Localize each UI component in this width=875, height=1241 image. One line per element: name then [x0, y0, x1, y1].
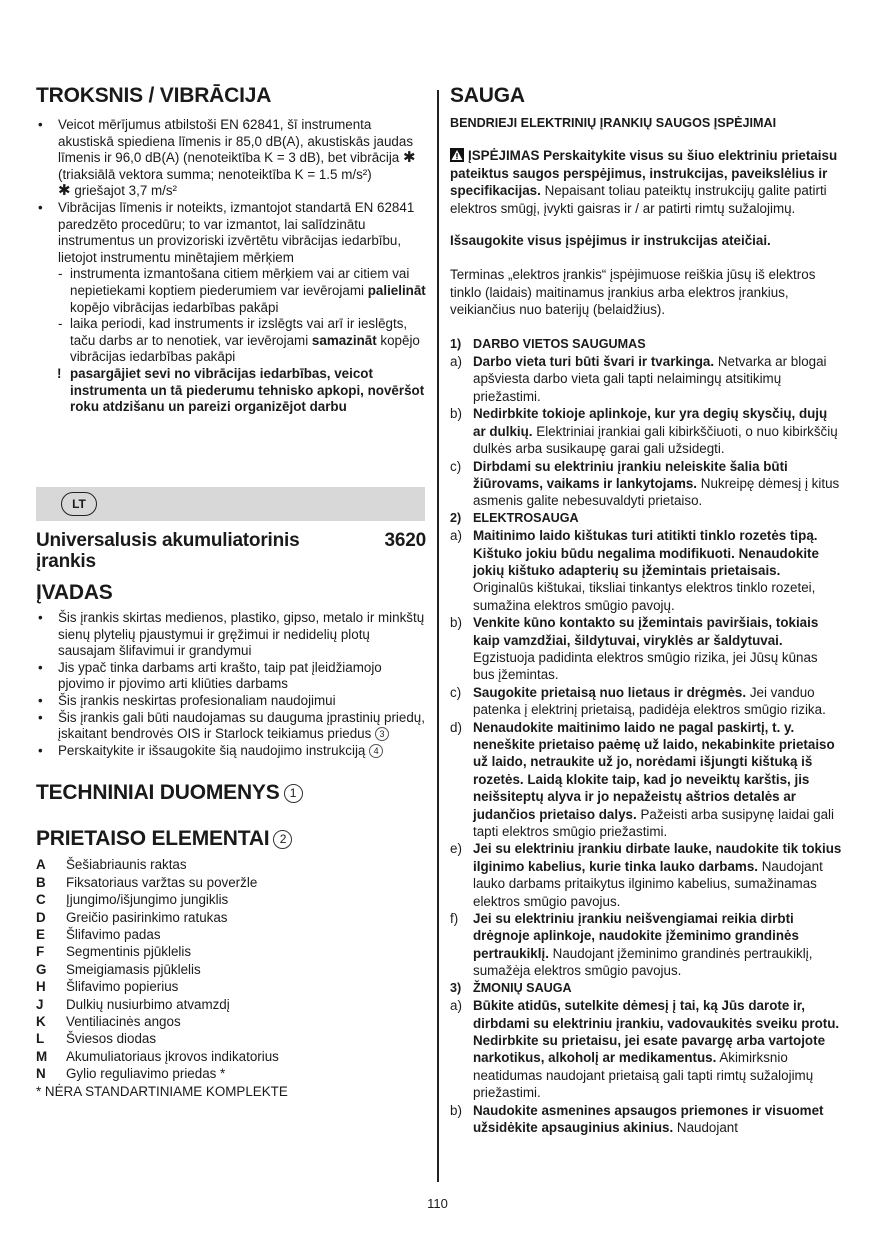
element-row [36, 1013, 426, 1030]
element-key: F [36, 944, 45, 960]
figure-ref-2: 2 [273, 830, 292, 849]
item-1b: b) Nedirbkite tokioje aplinkoje, kur yra degių skysčių, dujų ar dulkių. Elektriniai įrankiai gali kibirkščiuoti, o nuo kibirkščių dulkės arba susikaupę garai gali užsidegti. [450, 406, 838, 457]
element-label: Ventiliacinės angos [66, 1014, 181, 1029]
elements-list [36, 856, 426, 1082]
noise-warning: ! pasargājiet sevi no vibrācijas iedarbības, veicot instrumenta un tā piederumu tehnisko apkopi, novēršot roku atdzišanu un pareizi organizējot darbu [57, 365, 425, 415]
noise-bullet-1: • Veicot mērījumus atbilstoši EN 62841, šī instrumenta akustiskā spiediena līmenis ir 85,0 dB(A), akustiskās jaudas līmenis ir 96,0 dB(A) (nenoteiktība K = 3 dB), bet vibrācija ✱ (triaksiālā vektora summa; nenoteiktība K = 1.5 m/s²) [36, 117, 426, 183]
section-2-heading: 2) ELEKTROSAUGA [450, 510, 579, 525]
element-row [36, 943, 426, 960]
item-2d: d) Nenaudokite maitinimo laido ne pagal paskirtį, t. y. neneškite prietaiso paėmę už laido, nekabinkite prietaiso už laido, netraukite už jo, norėdami išjungti kištuką iš rozetės. Laidą klokite taip, kad jo neveiktų karštis, jis neišsiteptų alyva ir jo nepažeistų aštrios detalės ar judančios prietaiso dalys. Pažeisti arba susipynę laidai gali tapti elektros smūgio priežastimi. [450, 719, 835, 840]
intro-section [36, 610, 426, 759]
page-number: 110 [427, 1196, 448, 1211]
item-2c: c) Saugokite prietaisą nuo lietaus ir drėgmės. Jei vanduo patenka į elektrinį prietaisą, padidėja elektros smūgio rizika. [450, 684, 826, 718]
elements-note: * NĖRA STANDARTINIAME KOMPLEKTE [36, 1083, 288, 1099]
element-key: A [36, 857, 46, 873]
figure-ref-4: 4 [369, 744, 383, 758]
item-1a: a) Darbo vieta turi būti švari ir tvarkinga. Netvarka ar blogai apšviesta darbo vieta gali tapti nelaimingų atsitikimų priežastimi. [450, 354, 827, 404]
element-key: J [36, 996, 44, 1012]
element-key: H [36, 979, 46, 995]
element-row [36, 891, 426, 908]
element-key: E [36, 926, 45, 942]
general-warnings-title: BENDRIEJI ELEKTRINIŲ ĮRANKIŲ SAUGOS ĮSPĖJIMAI [450, 116, 777, 130]
item-2e: e) Jei su elektriniu įrankiu dirbate lauke, naudokite tik tokius ilginimo kabelius, kurie tinka lauko darbams. Naudojant lauko darbams pritaikytus ilginimo kabelius, sumažinamas elektros smūgio pavojus. [450, 841, 842, 909]
term-definition: Terminas „elektros įrankis“ įspėjimuose reiškia jūsų iš elektros tinklo (laidais) maitinamus įrankius arba elektros įrankius, veikiančius nuo baterijų (belaidžius). [450, 267, 816, 318]
noise-title: TROKSNIS / VIBRĀCIJA [36, 84, 272, 107]
item-1c: c) Dirbdami su elektriniu įrankiu neleiskite šalia būti žiūrovams, vaikams ir lankytojams. Nukreipę dėmesį į kitus asmenis galite nebesuvaldyti prietaiso. [450, 458, 840, 509]
element-label: Segmentinis pjūklelis [66, 944, 192, 960]
noise-bullet-1-sub: ✱ griešajot 3,7 m/s² [58, 182, 178, 200]
figure-ref-1: 1 [284, 784, 303, 803]
left-column-lower [36, 530, 426, 1100]
element-label: Akumuliatoriaus įkrovos indikatorius [66, 1048, 279, 1064]
item-2b: b) Venkite kūno kontakto su įžemintais paviršiais, tokiais kaip vamzdžiai, šildytuvai, viryklės ar šaldytuvai. Egzistuoja padidinta elektros smūgio rizika, jei Jūsų kūnas bus įžemintas. [450, 615, 819, 683]
element-row [36, 1030, 426, 1047]
intro-bullet-5: • Perskaitykite ir išsaugokite šią naudojimo instrukciją 4 [36, 743, 426, 760]
language-badge: LT [61, 492, 97, 516]
element-key: C [36, 892, 46, 908]
figure-ref-3: 3 [375, 727, 389, 741]
element-label: Šlifavimo popierius [66, 979, 179, 995]
noise-dash-2: - laika periodi, kad instruments ir izslēgts vai arī ir ieslēgts, taču darbs ar to nenotiek, var ievērojami samazināt kopējo vibrācijas iedarbības pakāpi [58, 316, 420, 365]
element-label: Šešiabriaunis raktas [66, 857, 187, 873]
intro-title: ĮVADAS [36, 581, 113, 604]
noise-section [36, 117, 426, 416]
item-3a: a) Būkite atidūs, sutelkite dėmesį į tai, ką Jūs darote ir, dirbdami su elektriniu įrankiu, vadovaukitės sveiku protu. Nedirbkite su prietaisu, jei esate pavargę arba vartojote narkotikus, alkoholį ar medikamentus. Akimirksnio neatidumas naudojant prietaisą gali tapti rimtų sužalojimų priežastimi. [450, 998, 840, 1101]
warning-triangle-icon [450, 148, 464, 162]
element-label: Gylio reguliavimo priedas * [66, 1066, 226, 1082]
element-label: Dulkių nusiurbimo atvamzdį [66, 996, 230, 1012]
element-row [36, 874, 426, 891]
element-key: G [36, 961, 47, 977]
element-label: Greičio pasirinkimo ratukas [66, 909, 228, 925]
right-column [450, 84, 842, 1136]
element-label: Įjungimo/išjungimo jungiklis [66, 892, 229, 908]
safety-title: SAUGA [450, 84, 525, 107]
intro-bullet-2: • Jis ypač tinka darbams arti krašto, taip pat įleidžiamojo pjovimo ir pjovimo arti kliūties darbams [36, 660, 426, 693]
item-3b: b) Naudokite asmenines apsaugos priemones ir visuomet užsidėkite apsauginius akinius. Naudojant [450, 1102, 824, 1135]
intro-bullet-3: • Šis įrankis neskirtas profesionaliam naudojimui [36, 693, 426, 710]
warning-paragraph: ĮSPĖJIMAS Perskaitykite visus su šiuo elektriniu prietaisu pateiktus saugos perspėjimus, instrukcijas, paveikslėlius ir specifikacijas. Nepaisant toliau pateiktų instrukcijų galite patirti elektros smūgį, įvykti gaisras ir / ar patirti rimtų sužalojimų. [450, 148, 838, 216]
element-row [36, 961, 426, 978]
element-row [36, 1065, 426, 1082]
element-row [36, 996, 426, 1013]
element-key: N [36, 1066, 46, 1082]
section-3-heading: 3) ŽMONIŲ SAUGA [450, 980, 572, 995]
element-label: Šlifavimo padas [66, 926, 161, 942]
column-divider [437, 90, 439, 1182]
product-heading [36, 530, 426, 572]
product-title: Universalusis akumuliatorinis įrankis [36, 530, 300, 572]
section-1-heading: 1) DARBO VIETOS SAUGUMAS [450, 336, 646, 351]
element-row [36, 926, 426, 943]
item-2f: f) Jei su elektriniu įrankiu neišvengiamai reikia dirbti drėgnoje aplinkoje, naudokite įžeminimo grandinės pertraukiklį. Naudojant įžeminimo grandinės pertraukiklį, sumažėja elektros smūgio pavojus. [450, 911, 813, 979]
element-row [36, 978, 426, 995]
element-label: Smeigiamasis pjūklelis [66, 961, 201, 977]
element-row [36, 856, 426, 873]
product-number: 3620 [384, 530, 426, 551]
element-key: D [36, 909, 46, 925]
vibration-star-icon: ✱ [58, 182, 71, 200]
intro-bullet-4: • Šis įrankis gali būti naudojamas su dauguma įprastinių priedų, įskaitant bendrovės OIS ir Starlock teikiamus priedus 3 [36, 710, 426, 743]
keep-instructions: Išsaugokite visus įspėjimus ir instrukcijas ateičiai. [450, 233, 771, 249]
element-label: Fiksatoriaus varžtas su poveržle [66, 874, 258, 890]
item-2a: a) Maitinimo laido kištukas turi atitikti tinklo rozetės tipą. Kištuko jokiu būdu negalima modifikuoti. Nenaudokite jokių kištuko adapterių su įžemintais prietaisais. Originalūs kištukai, tiksliai tinkantys elektros tinklo rozetei, sumažina elektros smūgio pavojų. [450, 528, 819, 613]
intro-bullet-1: • Šis įrankis skirtas medienos, plastiko, gipso, metalo ir minkštų sienų plytelių pjaustymui ir gręžimui ir nedidelių plotų sausajam šlifavimui ir grandymui [36, 610, 426, 660]
element-key: B [36, 874, 46, 890]
element-key: L [36, 1031, 45, 1047]
element-row [36, 1048, 426, 1065]
left-column [36, 84, 426, 416]
element-row [36, 909, 426, 926]
element-key: M [36, 1048, 48, 1064]
language-bar [36, 487, 425, 521]
element-key: K [36, 1014, 46, 1029]
elements-title: PRIETAISO ELEMENTAI 2 [36, 827, 426, 851]
noise-dash-1: - instrumenta izmantošana citiem mērķiem vai ar citiem vai nepietiekami koptiem piederumiem var ievērojami palielināt kopējo vibrācijas iedarbības pakāpi [58, 266, 426, 315]
noise-bullet-2: • Vibrācijas līmenis ir noteikts, izmantojot standartā EN 62841 paredzēto procedūru; to var izmantot, lai salīdzinātu instrumentus un provizoriski izvērtētu vibrācijas iedarbību, lietojot instrumentu minētajiem mērķiem [36, 200, 426, 266]
tech-title: TECHNINIAI DUOMENYS 1 [36, 781, 426, 805]
element-label: Šviesos diodas [66, 1031, 157, 1047]
vibration-star-icon: ✱ [403, 149, 416, 167]
